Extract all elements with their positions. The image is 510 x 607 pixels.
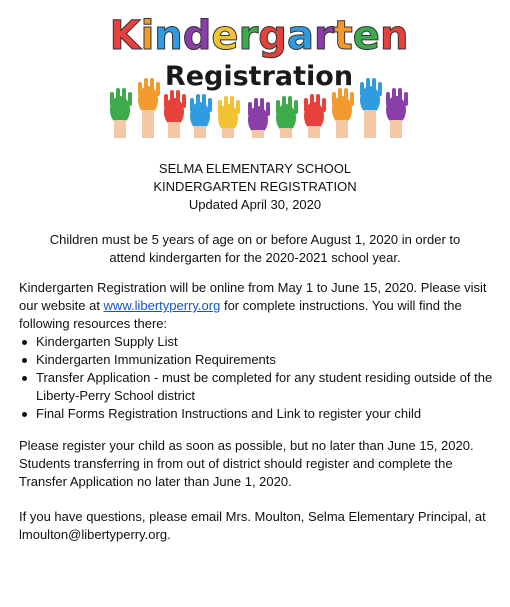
school-name: SELMA ELEMENTARY SCHOOL	[158, 161, 352, 176]
website-link[interactable]: www.libertyperry.org	[103, 298, 221, 313]
banner-subtitle: Registration	[164, 61, 354, 92]
banner-title-letter: e	[211, 13, 239, 59]
banner-title-letter: r	[313, 13, 334, 59]
document-heading	[0, 160, 510, 214]
deadline-text: Please register your child as soon as possible, but no later than June 15, 2020. Students transferring in from out of district should register and complete the Transfer Application no later than June 1, 2020.	[19, 438, 474, 489]
list-item: Final Forms Registration Instructions and Link to register your child	[19, 405, 497, 423]
online-text-end: for complete instructions. You will find the following resources there:	[19, 298, 462, 331]
banner-title-letter: e	[352, 13, 380, 59]
list-item: Kindergarten Immunization Requirements	[19, 351, 497, 369]
banner-title-letter: g	[258, 13, 287, 59]
banner-title-letter: d	[182, 13, 212, 59]
online-text-start: Kindergarten Registration will be online from May 1 to June 15, 2020. Please visit our website at	[19, 280, 487, 313]
banner-title-letter: r	[238, 13, 259, 59]
list-item: Transfer Application - must be completed for any student residing outside of the Liberty-Perry School district	[19, 369, 497, 405]
banner-title-letter: n	[379, 13, 409, 59]
banner-title-letter: a	[286, 13, 314, 59]
banner-title-letter: t	[333, 13, 353, 59]
banner-title-letter: i	[140, 13, 155, 59]
list-item: Kindergarten Supply List	[19, 333, 497, 351]
banner-title-letter: n	[154, 13, 183, 59]
age-requirement-text: Children must be 5 years of age on or before August 1, 2020 in order to attend kindergarten for the 2020-2021 school year.	[49, 232, 461, 265]
banner-title-letter: K	[109, 13, 141, 59]
online-registration-section	[19, 279, 497, 423]
resources-list	[19, 333, 497, 423]
banner-title	[100, 14, 418, 58]
updated-date: Updated April 30, 2020	[188, 197, 322, 212]
online-registration-text	[19, 279, 497, 333]
contact-text: If you have questions, please email Mrs. Moulton, Selma Elementary Principal, at lmoulton@libertyperry.org.	[19, 509, 486, 542]
page-title: KINDERGARTEN REGISTRATION	[153, 179, 357, 194]
kindergarten-registration-banner	[100, 8, 418, 138]
